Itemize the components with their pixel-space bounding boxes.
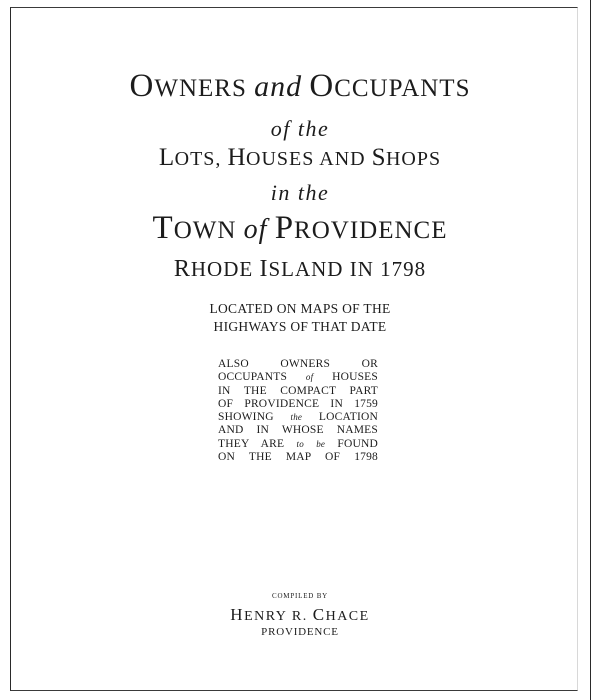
lots-cap: L [158,144,175,171]
located-line-1: LOCATED ON MAPS OF THE [209,301,391,316]
also-line-2b: HOUSES [332,371,378,384]
also-line-7a: THEY ARE [218,437,285,450]
title-word2-rest: CCUPANTS [334,75,471,102]
also-line-8: ON THE MAP OF 1798 [218,451,378,464]
title-word1-cap: O [129,68,155,104]
lots-houses-shops-line [0,144,600,172]
also-line-5b: LOCATION [318,411,379,424]
author-name [0,605,600,625]
located-block [180,300,420,336]
also-line-7-be: be [316,438,326,449]
rhode-cap: R [173,256,191,282]
also-line-5 [218,411,378,424]
town-rest: OWN [173,217,237,244]
island-cap: I [259,256,269,282]
town-of-providence-line [0,210,600,247]
in-the-line: in the [270,180,330,205]
main-title [0,68,600,105]
also-line-4: OF PROVIDENCE IN 1759 [218,397,378,410]
of-the-line: of the [270,116,330,141]
also-line-5a: SHOWING [218,411,274,424]
town-cap: T [152,210,174,246]
providence-cap: P [274,210,295,246]
also-line-7 [218,438,378,451]
houses-rest: OUSES AND [246,148,366,170]
also-line-2-of: of [305,372,314,383]
also-line-1: ALSO OWNERS OR [218,358,378,370]
title-word2-cap: O [309,68,335,104]
author-first-rest: ENRY R. [244,609,308,624]
also-owners-block [218,358,378,464]
publication-place: PROVIDENCE [261,626,339,638]
also-line-2 [218,371,378,384]
compiled-by: COMPILED BY [271,592,329,600]
also-line-2a: OCCUPANTS [218,371,288,384]
also-line-3: IN THE COMPACT PART [218,384,378,397]
also-line-5-the: the [290,412,303,423]
page-border [10,7,578,691]
houses-cap: H [227,144,246,171]
town-of: of [243,214,268,245]
shops-cap: S [371,144,386,171]
also-line-6: AND IN WHOSE NAMES [218,424,378,437]
lots-rest: OTS, [174,148,222,170]
rhode-island-line [0,256,600,283]
located-line-2: HIGHWAYS OF THAT DATE [213,319,387,334]
author-last-cap: C [312,605,326,624]
title-and: and [254,70,303,103]
providence-rest: ROVIDENCE [294,217,448,244]
author-first-cap: H [230,605,245,624]
rhode-rest: HODE [190,257,254,281]
shops-rest: HOPS [385,148,442,170]
also-line-7b: FOUND [337,437,378,450]
author-last-rest: HACE [325,609,370,624]
also-line-7-to: to [296,438,304,449]
island-rest: SLAND IN 1798 [268,257,427,281]
title-word1-rest: WNERS [154,75,247,102]
